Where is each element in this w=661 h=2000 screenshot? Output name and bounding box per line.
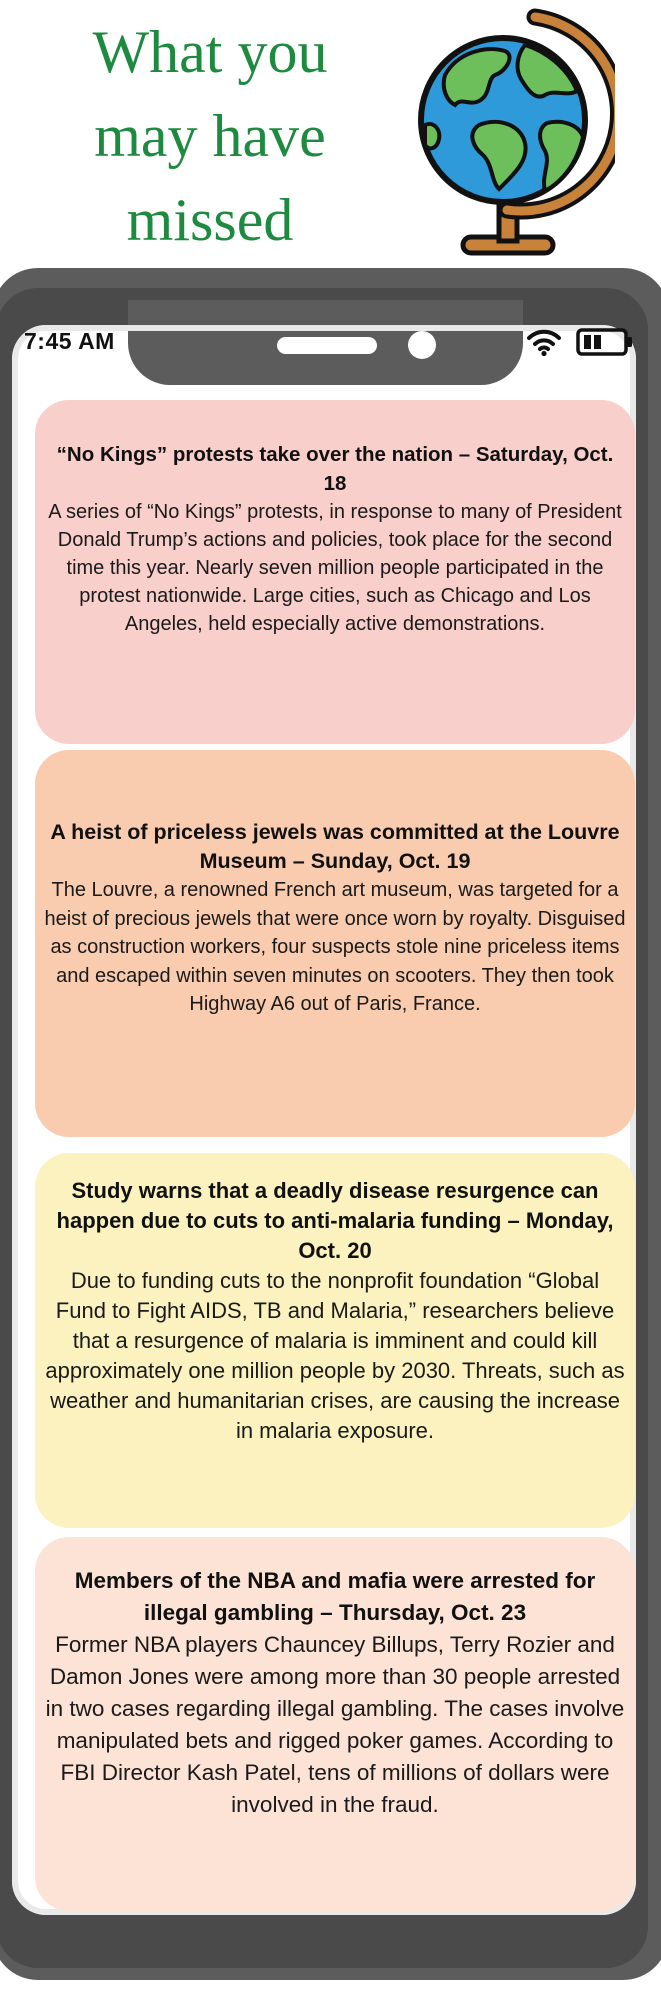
- page-title: [40, 10, 380, 262]
- story-headline: Study warns that a deadly disease resurgence can happen due to cuts to anti-malaria funding – Monday, Oct. 20: [56, 1178, 614, 1263]
- story-card: [35, 1537, 635, 1911]
- story-headline: “No Kings” protests take over the nation – Saturday, Oct. 18: [56, 443, 614, 495]
- wifi-icon: [526, 327, 562, 357]
- story-card: [35, 1153, 635, 1528]
- camera-icon: [408, 331, 436, 359]
- story-body: A series of “No Kings” protests, in response to many of President Donald Trump’s actions and policies, took place for the second time this year. Nearly seven million people participated in the protest nationwide. Large cities, such as Chicago and Los Angeles, held especially active demonstrations.: [48, 501, 622, 635]
- status-time: 7:45 AM: [24, 328, 115, 354]
- story-headline: Members of the NBA and mafia were arrested for illegal gambling – Thursday, Oct. 23: [74, 1568, 596, 1625]
- globe-icon: [395, 5, 615, 260]
- story-body: Former NBA players Chauncey Billups, Terry Rozier and Damon Jones were among more than 30 people arrested in two cases regarding illegal gambling. The cases involve manipulated bets and rigged poker games. According to FBI Director Kash Patel, tens of millions of dollars were involved in the fraud.: [45, 1632, 625, 1817]
- page-title-line-3: missed: [126, 187, 294, 253]
- story-headline: A heist of priceless jewels was committed at the Louvre Museum – Sunday, Oct. 19: [50, 820, 620, 873]
- page-title-line-2: may have: [94, 103, 326, 169]
- story-card: [35, 400, 635, 744]
- story-card: [35, 750, 635, 1137]
- story-body: Due to funding cuts to the nonprofit foundation “Global Fund to Fight AIDS, TB and Malaria,” researchers believe that a resurgence of malaria is imminent and could kill approximately one million people by 2030. Threats, such as weather and humanitarian crises, are causing the increase in malaria exposure.: [45, 1268, 625, 1443]
- speaker-icon: [277, 337, 377, 354]
- battery-icon: [576, 328, 634, 356]
- page-title-line-1: What you: [92, 19, 328, 85]
- story-body: The Louvre, a renowned French art museum, was targeted for a heist of precious jewels that were once worn by royalty. Disguised as construction workers, four suspects stole nine priceless items and escaped within seven minutes on scooters. They then took Highway A6 out of Paris, France.: [44, 879, 626, 1015]
